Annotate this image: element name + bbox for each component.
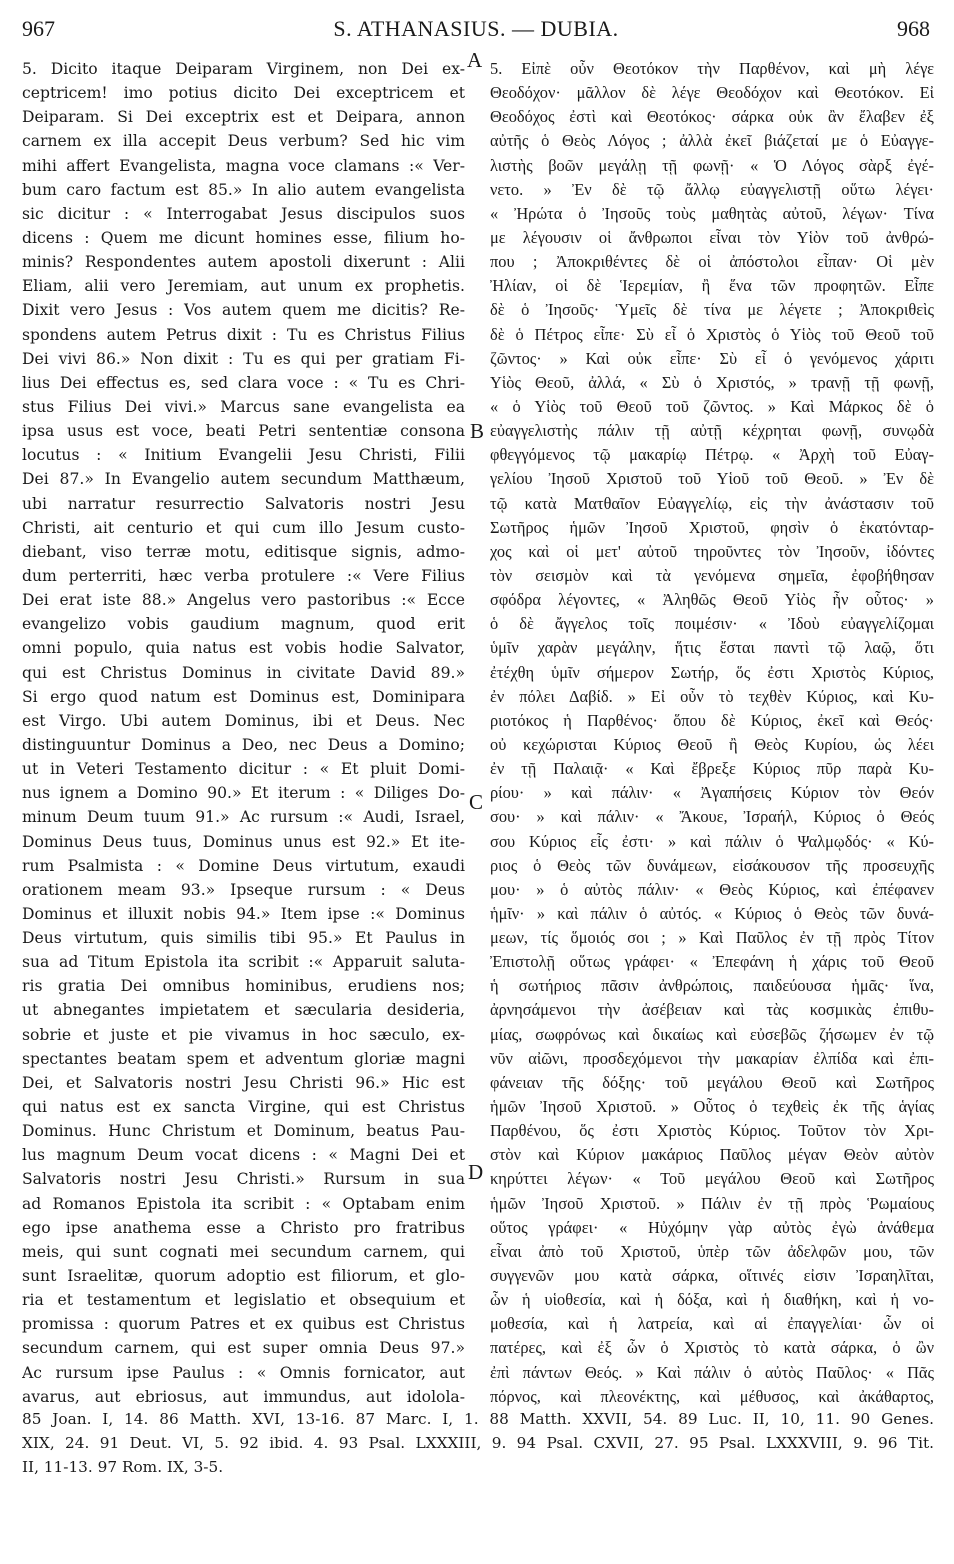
text-line: bum caro factum est 85.» In alio autem evangelista — [22, 180, 465, 199]
text-line: εἶναι ἀπὸ τοῦ Χριστοῦ, ὑπὲρ τῶν ἀδελφῶν μου, τῶν — [490, 1241, 934, 1261]
text-line: rum Psalmista : « Domine Deus virtutum, exaudi — [22, 856, 465, 875]
text-line: σου· » καὶ πάλιν· « Ἄκουε, Ἰσραήλ, Κύριος ὁ Θεός — [490, 807, 934, 827]
text-line: minis? Respondentes autem apostoli dixerunt : Alii — [22, 253, 465, 272]
text-line: κηρύττει λέγων· « Τοῦ μεγάλου Θεοῦ καὶ Σωτῆρος — [490, 1169, 934, 1189]
text-line: ὧν ἡ υἱοθεσία, καὶ ἡ δόξα, καὶ ἡ διαθήκη, καὶ ἡ νο- — [490, 1290, 934, 1310]
text-line: qui natus est ex sancta Virgine, qui est Christus — [22, 1098, 465, 1117]
text-line: Dei erat iste 88.» Angelus vero pastoribus :« Ecce — [22, 591, 465, 610]
text-line: orationem meam 93.» Ipseque rursum : « Deus — [22, 880, 465, 899]
text-line: Ἐπιστολῇ οὕτως γράφει· « Ἐπεφάνη ἡ χάρις τοῦ Θεοῦ — [490, 952, 934, 972]
text-line: secundum carnem, qui est super omnia Deus 97.» — [22, 1339, 465, 1358]
text-line: ria et testamentum et legislatio et obsequium et — [22, 1291, 465, 1310]
text-line: γελίου Ἰησοῦ Χριστοῦ τοῦ Υἱοῦ τοῦ Θεοῦ. » Ἐν δὲ — [490, 469, 934, 489]
text-line: dicens : Quem me dicunt homines esse, filium ho- — [22, 228, 465, 247]
section-marker-d: D — [468, 1160, 484, 1184]
text-line: ubi narratur resurrectio Salvatoris nostri Jesu — [22, 494, 465, 513]
text-line: Υἱὸς Θεοῦ, ἀλλά, « Σὺ ὁ Χριστός, » τρανῇ τῇ φωνῇ, — [490, 372, 934, 392]
text-line: ris gratia Dei omnibus hominibus, erudiens nos; — [22, 977, 465, 996]
text-line: πόρνος, καὶ πλεονέκτης, καὶ μέθυσος, καὶ ἀκάθαρτος, — [490, 1386, 934, 1406]
text-line: νετο. » Ἐν δὲ τῷ ἄλλῳ εὐαγγελιστῇ οὕτω λέγει· — [490, 179, 934, 199]
text-line: mihi affert Evangelista, magna voce clamans :« Ver- — [22, 156, 465, 175]
text-line: stus Filius Dei vivi.» Marcus sane evangelista ea — [22, 397, 465, 416]
text-line: evangelizo vobis gaudium magnum, quod erit — [22, 615, 465, 634]
text-line: ριοτόκος ἡ Παρθένος· ὅπου δὲ Κύριος, ἐκεῖ καὶ Θεός· — [490, 710, 934, 730]
page-header — [22, 16, 930, 46]
text-line: μου· » ὁ αὐτὸς πάλιν· « Θεὸς Κύριος, καὶ ἐπέφανεν — [490, 879, 934, 899]
text-line: Christi, ait centurio et qui cum illo Jesum custo- — [22, 518, 465, 537]
text-line: carnem ex illa accepit Deus verbum? Sed hic vim — [22, 132, 465, 151]
text-line: Deus virtutum, quis similis tibi 95.» Et Paulus in — [22, 929, 465, 948]
text-line: με λέγουσιν οἱ ἄνθρωποι εἶναι τὸν Υἱὸν τοῦ ἀνθρώ- — [490, 227, 934, 247]
text-line: dum perterriti, hæc verba protulere :« Vere Filius — [22, 566, 465, 585]
text-line: φθεγγόμενος τῷ μακαρίῳ Πέτρῳ. « Ἀρχὴ τοῦ Εὐαγ- — [490, 445, 934, 465]
text-line: ἡ σωτήριος πᾶσιν ἀνθρώποις, παιδεύουσα ἡμᾶς· ἵνα, — [490, 976, 934, 996]
text-line: Ac rursum ipse Paulus : « Omnis fornicator, aut — [22, 1363, 465, 1382]
section-marker-b: B — [470, 419, 485, 443]
text-line: σφόδρα λέγοντες, « Ἀληθῶς Θεοῦ Υἱὸς ἦν οὗτος· » — [490, 590, 934, 610]
text-line: λιστὴς βοῶν μεγάλῃ τῇ φωνῇ· « Ὁ Λόγος σὰρξ ἐγέ- — [490, 155, 934, 175]
text-line: ἡμῶν Ἰησοῦ Χριστοῦ. » Πάλιν ἐν τῇ πρὸς Ῥωμαίους — [490, 1193, 934, 1213]
footnote-line: XIX, 24. 91 Deut. VI, 5. 92 ibid. 4. 93 Psal. LXXXIII, 9. 94 Psal. CXVII, 27. 95 Psal. LXXXVIII, 9. 96 Tit. — [22, 1434, 934, 1452]
text-line: sunt Israelitæ, quorum adoptio est filiorum, et glo- — [22, 1267, 465, 1286]
text-line: ἐτέχθη ὑμῖν σήμερον Σωτήρ, ὅς ἐστι Χριστὸς Κύριος, — [490, 662, 934, 682]
text-line: ut abnegantes impietatem et sæcularia desideria, — [22, 1001, 465, 1020]
text-line: meis, qui sunt cognati mei secundum carnem, qui — [22, 1242, 465, 1261]
text-line: ὑμῖν χαρὰν μεγάλην, ἥτις ἔσται παντὶ τῷ λαῷ, ὅτι — [490, 638, 934, 658]
text-line: 5. Dicito itaque Deiparam Virginem, non Dei ex- — [22, 60, 465, 78]
text-line: ego ipse anathema esse a Christo pro fratribus — [22, 1218, 465, 1237]
text-line: nus ignem a Domino 90.» Et iterum : « Diliges Do- — [22, 784, 465, 803]
text-line: δὲ ὁ Πέτρος εἶπε· Σὺ εἶ ὁ Χριστὸς ὁ Υἱὸς τοῦ Θεοῦ τοῦ — [490, 324, 934, 344]
text-line: 5. Εἰπὲ οὖν Θεοτόκον τὴν Παρθένον, καὶ μὴ λέγε — [490, 59, 934, 78]
text-line: Dei, et Salvatoris nostri Jesu Christi 96.» Hic est — [22, 1073, 465, 1092]
text-line: sic dicitur : « Interrogabat Jesus discipulos suos — [22, 204, 465, 223]
text-line: εὐαγγελιστὴς πάλιν τῇ αὐτῇ κέχρηται φωνῇ, συνῳδὰ — [490, 421, 934, 441]
text-line: qui est Christus Dominus in civitate David 89.» — [22, 663, 465, 682]
text-line: minum Deum tuum 91.» Ac rursum :« Audi, Israel, — [22, 808, 465, 827]
text-line: ἡμῖν· » καὶ πάλιν ὁ αὐτός. « Κύριος ὁ Θεὸς τῶν δυνά- — [490, 903, 934, 923]
text-line: omni populo, quia natus est vobis hodie Salvator, — [22, 639, 465, 658]
text-line: ὁ δὲ ἄγγελος τοῖς ποιμέσιν· « Ἰδοὺ εὐαγγελίζομαι — [490, 614, 934, 634]
footnotes — [22, 1407, 934, 1479]
text-line: αὐτῆς ὁ Θεὸς Λόγος ; ἀλλὰ ἐκεῖ βιάζεταί με ὁ Εὐαγγε- — [490, 131, 934, 151]
text-line: Θεοδόχον· μᾶλλον δὲ λέγε Θεοδόχον καὶ Θεοτόκον. Εἰ — [490, 83, 934, 103]
text-line: Eliam, alii vero Jeremiam, aut unum ex prophetis. — [22, 277, 465, 296]
text-line: τὸν σεισμὸν καὶ τὰ γενόμενα σημεῖα, ἐφοβήθησαν — [490, 565, 934, 585]
text-line: distinguuntur Dominus a Deo, nec Deus a Domino; — [22, 735, 465, 754]
text-line: Dominus et illuxit nobis 94.» Item ipse :« Dominus — [22, 904, 465, 923]
text-line: avarus, aut ebriosus, aut immundus, aut idolola- — [22, 1387, 465, 1406]
text-line: ἐν τῇ Παλαιᾷ· « Καὶ ἔβρεξε Κύριος πῦρ παρὰ Κυ- — [490, 759, 934, 779]
footnote-line: II, 11-13. 97 Rom. IX, 3-5. — [22, 1458, 224, 1476]
text-line: μίας, σωφρόνως καὶ δικαίως καὶ εὐσεβῶς ζήσωμεν ἐν τῷ — [490, 1024, 934, 1044]
text-line: οὐ κεχώρισται Κύριος Θεοῦ ἢ Θεὸς Κυρίου, ὡς λέει — [490, 734, 934, 754]
text-line: Si ergo quod natum est Dominus est, Dominipara — [22, 687, 465, 706]
text-line: δὲ ὁ Ἰησοῦς· Ὑμεῖς δὲ τίνα με λέγετε ; Ἀποκριθεὶς — [490, 300, 934, 320]
text-line: ζῶντος· » Καὶ οὐκ εἶπε· Σὺ εἶ ὁ γενόμενος χάριτι — [490, 348, 934, 368]
text-line: ἡμῶν Ἰησοῦ Χριστοῦ. » Οὗτος ὁ τεχθεὶς ἐκ τῆς ἁγίας — [490, 1097, 934, 1117]
text-line: φάνειαν τῆς δόξης· τοῦ μεγάλου Θεοῦ καὶ Σωτῆρος — [490, 1072, 934, 1092]
text-line: ἀρνησάμενοι τὴν ἀσέβειαν καὶ τὰς κοσμικὰς ἐπιθυ- — [490, 1000, 934, 1020]
text-line: οὕτος γράφει· « Ηὐχόμην γὰρ αὐτὸς ἐγὼ ἀνάθεμα — [490, 1217, 934, 1237]
text-line: Deiparam. Si Dei exceptrix est et Deipara, annon — [22, 108, 465, 127]
text-line: spondens autem Petrus dixit : Tu es Christus Filius — [22, 325, 465, 344]
text-line: locutus : « Initium Evangelii Jesu Christi, Filii — [22, 446, 465, 465]
text-line: diebant, viso terræ motu, editisque signis, admo- — [22, 542, 465, 561]
text-line: Παρθένου, ὅς ἐστι Χριστὸς Κύριος. Τοῦτον τὸν Χρι- — [490, 1121, 934, 1141]
text-line: ad Romanos Epistola ita scribit : « Optabam enim — [22, 1194, 465, 1213]
text-line: Σωτῆρος ἡμῶν Ἰησοῦ Χριστοῦ, φησὶν ὁ ἑκατόνταρ- — [490, 517, 934, 537]
text-line: πατέρες, καὶ ἐξ ὧν ὁ Χριστὸς τὸ κατὰ σάρκα, ὁ ὢν — [490, 1338, 934, 1358]
running-title: S. ATHANASIUS. — DUBIA. — [333, 16, 619, 41]
section-marker-c: C — [469, 790, 484, 814]
text-line: spectantes beatam spem et adventum gloriæ magni — [22, 1049, 465, 1068]
text-line: Dei 87.» In Evangelio autem secundum Matthæum, — [22, 470, 465, 489]
page-number-right: 968 — [897, 16, 930, 41]
text-line: Ἠλίαν, οἱ δὲ Ἱερεμίαν, ἢ ἕνα τῶν προφητῶν. Εἶπε — [490, 276, 934, 296]
text-line: sua ad Titum Epistola ita scribit :« Apparuit saluta- — [22, 953, 465, 972]
footnote-line: 85 Joan. I, 14. 86 Matth. XVI, 13-16. 87 Marc. I, 1. 88 Matth. XXVII, 54. 89 Luc. II, 10, 11. 90 Genes. — [22, 1410, 934, 1428]
text-line: ut in Veteri Testamento dicitur : « Et pluit Domi- — [22, 760, 465, 779]
text-line: Dominus Deus tuus, Dominus unus est 92.» Et ite- — [22, 832, 465, 851]
text-line: σου Κύριος εἷς ἐστι· » καὶ πάλιν ὁ Ψαλμῳδός· « Κύ- — [490, 831, 934, 851]
text-line: lus magnum Deum vocat dicens : « Magni Dei et — [22, 1146, 465, 1165]
text-line: Dei vivi 86.» Non dixit : Tu es qui per gratiam Fi- — [22, 349, 465, 368]
text-line: Θεοδόχος ἐστὶ καὶ Θεοτόκος· σάρκα οὐκ ἂν ἔλαβεν ἐξ — [490, 107, 934, 127]
greek-column — [490, 57, 934, 1409]
page-number-left: 967 — [22, 16, 55, 41]
text-line: promissa : quorum Patres et ex quibus est Christus — [22, 1315, 465, 1334]
latin-column — [22, 57, 465, 1409]
text-line: ceptricem! imo potius dicito Dei exceptricem et — [22, 84, 465, 103]
text-line: « Ἠρώτα ὁ Ἰησοῦς τοὺς μαθητὰς αὐτοῦ, λέγων· Τίνα — [490, 203, 934, 223]
text-line: στὸν καὶ Κύριον μακάριος Παῦλος μέγαν Θεὸν αὐτὸν — [490, 1145, 934, 1165]
text-line: νῦν αἰῶνι, προσδεχόμενοι τὴν μακαρίαν ἐλπίδα καὶ ἐπι- — [490, 1048, 934, 1068]
text-line: sobrie et juste et pie vivamus in hoc sæculo, ex- — [22, 1025, 465, 1044]
text-line: ἐν πόλει Δαβίδ. » Εἰ οὖν τὸ τεχθὲν Κύριος, καὶ Κυ- — [490, 686, 934, 706]
text-line: lius Dei effectus es, sed clara voce : « Tu es Chri- — [22, 373, 465, 392]
text-line: est Virgo. Ubi autem Dominus, ibi et Deus. Nec — [22, 711, 465, 730]
text-line: συγγενῶν μου κατὰ σάρκα, οἵτινές εἰσιν Ἰσραηλῖται, — [490, 1266, 934, 1286]
text-line: ριος ὁ Θεὸς τῶν δυνάμεων, εἰσάκουσον τῆς προσευχῆς — [490, 855, 934, 875]
text-line: ρίου· » καὶ πάλιν· « Ἀγαπήσεις Κύριον τὸν Θεόν — [490, 783, 934, 803]
section-marker-a: A — [467, 48, 483, 72]
text-line: τῷ κατὰ Ματθαῖον Εὐαγγελίῳ, εἰς τὴν ἀνάστασιν τοῦ — [490, 493, 934, 513]
text-line: χος καὶ οἱ μετ' αὐτοῦ τηροῦντες τὸν Ἰησοῦν, ἰδόντες — [490, 541, 934, 561]
text-line: που ; Ἀποκριθέντες δὲ οἱ ἀπόστολοι εἶπαν· Οἱ μὲν — [490, 252, 934, 272]
text-line: « ὁ Υἱὸς τοῦ Θεοῦ τοῦ ζῶντος. » Καὶ Μάρκος δὲ ὁ — [490, 396, 934, 416]
text-line: μεων, τίς ὅμοιός σοι ; » Καὶ Παῦλος ἐν τῇ πρὸς Τίτον — [490, 928, 934, 948]
text-line: Dixit vero Jesus : Vos autem quem me dicitis? Re- — [22, 301, 465, 320]
text-line: μοθεσία, καὶ ἡ λατρεία, καὶ αἱ ἐπαγγελίαι· ὧν οἱ — [490, 1314, 934, 1334]
text-line: ἐπὶ πάντων Θεός. » Καὶ πάλιν ὁ αὐτὸς Παῦλος· « Πᾶς — [490, 1362, 934, 1382]
text-line: ipsa usus est voce, beati Petri sententiæ consona — [22, 422, 465, 441]
text-line: Salvatoris nostri Jesu Christi.» Rursum in sua — [22, 1170, 465, 1189]
text-line: Dominus. Hunc Christum et Dominum, beatus Pau- — [22, 1122, 465, 1141]
